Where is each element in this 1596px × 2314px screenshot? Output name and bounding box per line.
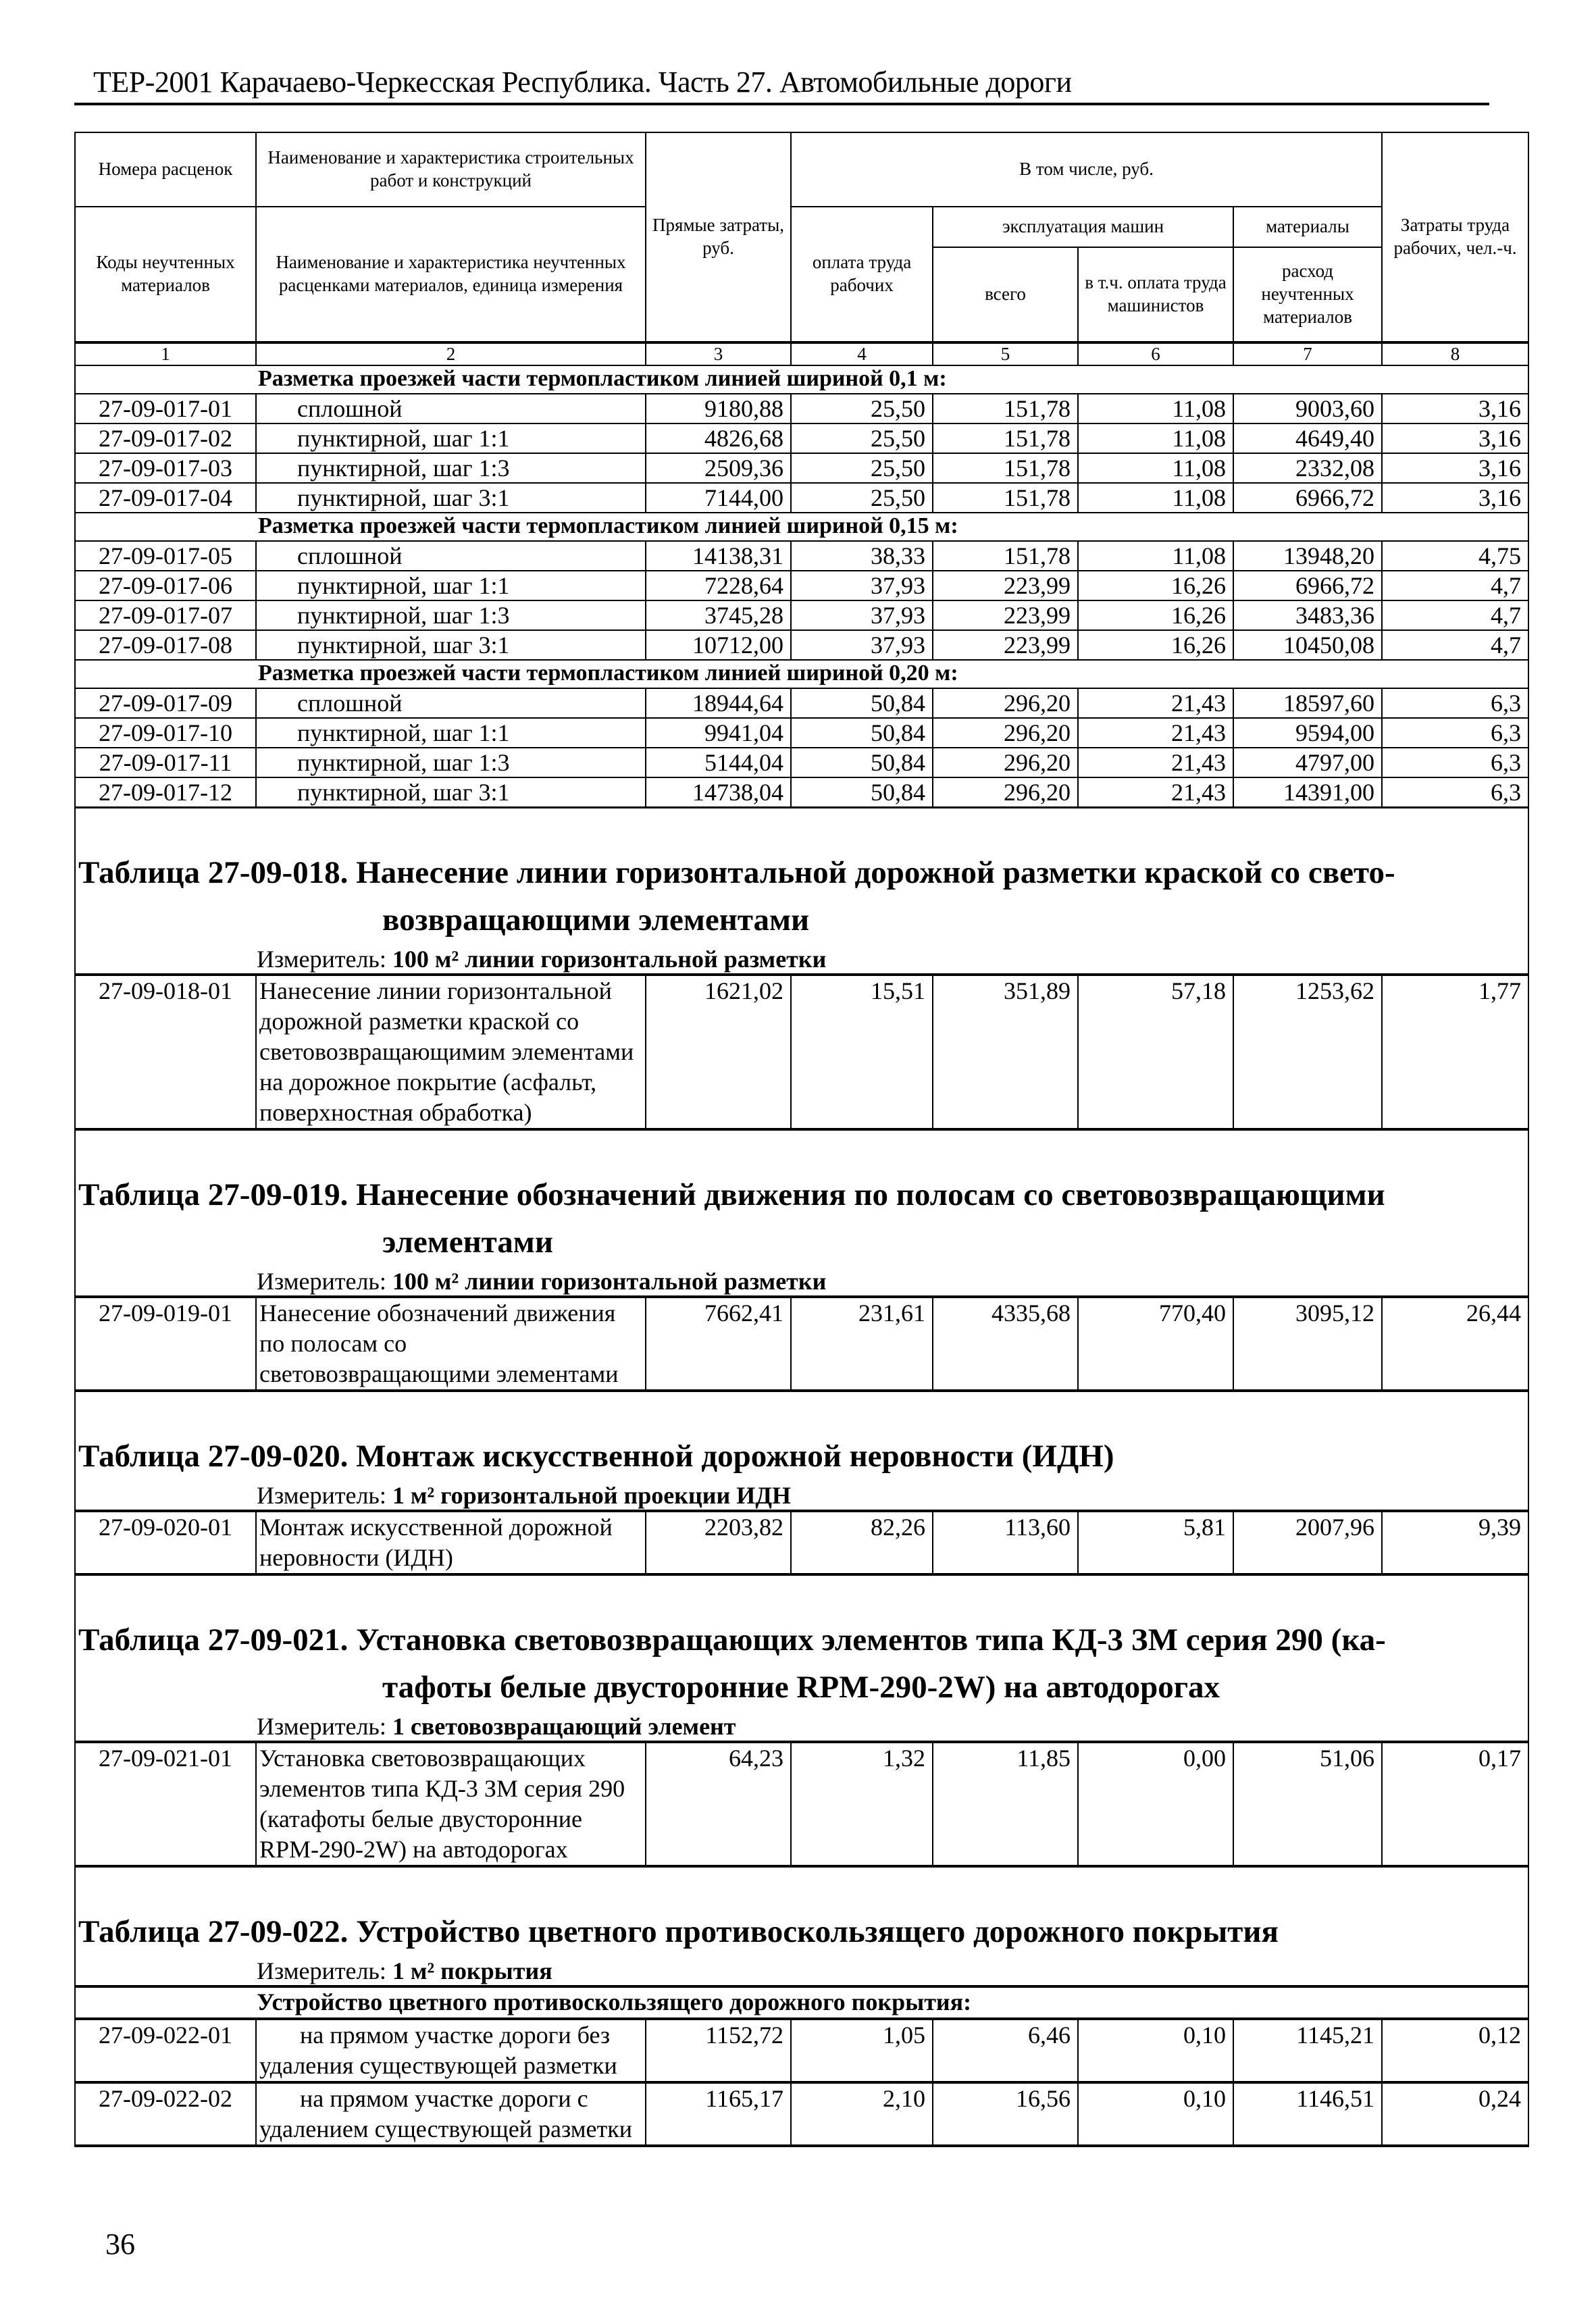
table-row [75, 1511, 1528, 1574]
worker-pay: 50,84 [791, 688, 933, 718]
header-row-1 [75, 132, 1528, 207]
labor-hours: 6,3 [1382, 718, 1528, 748]
labor-hours: 3,16 [1382, 483, 1528, 513]
col-header-unaccounted-materials: расход неучтенных материалов [1233, 247, 1382, 342]
table-title [75, 1171, 1528, 1266]
worker-pay: 25,50 [791, 423, 933, 453]
table-title-line: возвращающими элементами [382, 902, 810, 937]
rate-name: сплошной [256, 394, 646, 423]
rate-name: сплошной [256, 541, 646, 571]
spacer-row [75, 1574, 1528, 1616]
spacer [75, 1866, 1528, 1908]
machines-total: 223,99 [933, 600, 1078, 630]
direct-costs: 14738,04 [646, 777, 791, 808]
col-header-group-including: В том числе, руб. [791, 132, 1382, 207]
worker-pay: 50,84 [791, 777, 933, 808]
operator-pay: 770,40 [1078, 1297, 1233, 1391]
col-header-worker-pay: оплата труда рабочих [791, 207, 933, 342]
machines-total: 296,20 [933, 688, 1078, 718]
machines-total: 151,78 [933, 453, 1078, 483]
rate-code: 27-09-017-12 [75, 777, 256, 808]
col-header-direct-costs: Прямые затраты, руб. [646, 132, 791, 342]
operator-pay: 0,10 [1078, 2082, 1233, 2146]
rate-code: 27-09-017-10 [75, 718, 256, 748]
table-title-line: Таблица 27-09-019. Нанесение обозначений движения по полосам со световозвращающими [78, 1177, 1385, 1212]
table-title-line: Таблица 27-09-018. Нанесение линии горизонтальной дорожной разметки краской со свето- [78, 855, 1395, 890]
col-header-works: Наименование и характеристика строительных работ и конструкций [256, 132, 646, 207]
col-header-material-codes: Коды неучтенных материалов [75, 207, 256, 342]
worker-pay: 2,10 [791, 2082, 933, 2146]
operator-pay: 11,08 [1078, 394, 1233, 423]
rate-code: 27-09-017-06 [75, 571, 256, 600]
worker-pay: 15,51 [791, 975, 933, 1129]
rate-name: пунктирной, шаг 1:1 [256, 718, 646, 748]
rate-name: пунктирной, шаг 1:1 [256, 571, 646, 600]
rate-code: 27-09-021-01 [75, 1742, 256, 1866]
direct-costs: 2203,82 [646, 1511, 791, 1574]
worker-pay: 37,93 [791, 571, 933, 600]
table-title [75, 1908, 1528, 1955]
table-title-line: тафоты белые двусторонние RPM-290-2W) на автодорогах [382, 1670, 1220, 1705]
worker-pay: 25,50 [791, 483, 933, 513]
table-title [75, 1433, 1528, 1480]
col-header-rate-numbers: Номера расценок [75, 132, 256, 207]
labor-hours: 4,7 [1382, 600, 1528, 630]
spacer-row [75, 1866, 1528, 1908]
direct-costs: 1621,02 [646, 975, 791, 1129]
section-title: Разметка проезжей части термопластиком линией шириной 0,1 м: [75, 365, 1528, 394]
operator-pay: 21,43 [1078, 718, 1233, 748]
labor-hours: 3,16 [1382, 453, 1528, 483]
section-title: Разметка проезжей части термопластиком линией шириной 0,15 м: [75, 513, 1528, 541]
materials-cost: 3095,12 [1233, 1297, 1382, 1391]
worker-pay: 50,84 [791, 718, 933, 748]
worker-pay: 82,26 [791, 1511, 933, 1574]
operator-pay: 57,18 [1078, 975, 1233, 1129]
col-header-labor-hours: Затраты труда рабочих, чел.-ч. [1382, 132, 1528, 342]
table-title-row [75, 1908, 1528, 1955]
machines-total: 296,20 [933, 748, 1078, 777]
machines-total: 223,99 [933, 571, 1078, 600]
spacer [75, 1129, 1528, 1171]
labor-hours: 4,7 [1382, 571, 1528, 600]
rate-code: 27-09-017-07 [75, 600, 256, 630]
measure-row [75, 1711, 1528, 1742]
operator-pay: 21,43 [1078, 688, 1233, 718]
materials-cost: 4649,40 [1233, 423, 1382, 453]
table-title-row [75, 1171, 1528, 1266]
table-row [75, 1297, 1528, 1391]
rate-code: 27-09-017-05 [75, 541, 256, 571]
operator-pay: 11,08 [1078, 423, 1233, 453]
operator-pay: 11,08 [1078, 453, 1233, 483]
operator-pay: 21,43 [1078, 748, 1233, 777]
materials-cost: 1145,21 [1233, 2019, 1382, 2082]
operator-pay: 0,00 [1078, 1742, 1233, 1866]
spacer-row [75, 808, 1528, 850]
operator-pay: 16,26 [1078, 571, 1233, 600]
rate-code: 27-09-017-09 [75, 688, 256, 718]
page-header: ТЕР-2001 Карачаево-Черкесская Республика. Часть 27. Автомобильные дороги [93, 66, 1072, 99]
direct-costs: 4826,68 [646, 423, 791, 453]
header-rule [74, 103, 1489, 105]
worker-pay: 25,50 [791, 453, 933, 483]
rate-name: Нанесение линии горизонтальной дорожной разметки краской со световозвращающимим элементами на дорожное покрытие (асфальт, поверхностная обработка) [256, 975, 646, 1129]
direct-costs: 9941,04 [646, 718, 791, 748]
header-row-2 [75, 207, 1528, 247]
worker-pay: 50,84 [791, 748, 933, 777]
table-row [75, 630, 1528, 660]
rate-code: 27-09-017-03 [75, 453, 256, 483]
table-title [75, 849, 1528, 944]
rate-name: пунктирной, шаг 1:3 [256, 748, 646, 777]
direct-costs: 9180,88 [646, 394, 791, 423]
direct-costs: 7662,41 [646, 1297, 791, 1391]
column-number: 3 [646, 342, 791, 365]
column-number: 2 [256, 342, 646, 365]
labor-hours: 3,16 [1382, 394, 1528, 423]
rate-code: 27-09-017-04 [75, 483, 256, 513]
worker-pay: 37,93 [791, 630, 933, 660]
table-title-line: Таблица 27-09-020. Монтаж искусственной дорожной неровности (ИДН) [78, 1439, 1114, 1474]
machines-total: 6,46 [933, 2019, 1078, 2082]
spacer [75, 808, 1528, 850]
rate-code: 27-09-017-01 [75, 394, 256, 423]
direct-costs: 18944,64 [646, 688, 791, 718]
rate-name: на прямом участке дороги с удалением существующей разметки [256, 2082, 646, 2146]
rate-name: Установка световозвращающих элементов типа КД-3 ЗМ серия 290 (катафоты белые двусторонние RPM-290-2W) на автодорогах [256, 1742, 646, 1866]
operator-pay: 16,26 [1078, 600, 1233, 630]
rate-name: пунктирной, шаг 3:1 [256, 777, 646, 808]
rate-name: Нанесение обозначений движения по полосам со световозвращающими элементами [256, 1297, 646, 1391]
materials-cost: 1146,51 [1233, 2082, 1382, 2146]
labor-hours: 26,44 [1382, 1297, 1528, 1391]
labor-hours: 6,3 [1382, 688, 1528, 718]
rate-code: 27-09-017-11 [75, 748, 256, 777]
measure-value: 1 световозвращающий элемент [392, 1713, 736, 1740]
rate-code: 27-09-022-01 [75, 2019, 256, 2082]
table-row [75, 423, 1528, 453]
materials-cost: 2332,08 [1233, 453, 1382, 483]
labor-hours: 6,3 [1382, 748, 1528, 777]
measure-unit [75, 1711, 1528, 1742]
spacer-row [75, 1391, 1528, 1433]
column-number: 1 [75, 342, 256, 365]
materials-cost: 2007,96 [1233, 1511, 1382, 1574]
table-title-row [75, 849, 1528, 944]
rate-name: пунктирной, шаг 3:1 [256, 630, 646, 660]
section-title: Устройство цветного противоскользящего дорожного покрытия: [75, 1986, 1528, 2019]
table-row [75, 777, 1528, 808]
measure-label: Измеритель: [257, 946, 392, 973]
table-title [75, 1616, 1528, 1711]
measure-label: Измеритель: [257, 1713, 392, 1740]
direct-costs: 3745,28 [646, 600, 791, 630]
materials-cost: 4797,00 [1233, 748, 1382, 777]
materials-cost: 18597,60 [1233, 688, 1382, 718]
section-title-row [75, 660, 1528, 688]
labor-hours: 0,24 [1382, 2082, 1528, 2146]
labor-hours: 0,12 [1382, 2019, 1528, 2082]
measure-row [75, 1480, 1528, 1511]
direct-costs: 10712,00 [646, 630, 791, 660]
column-number: 5 [933, 342, 1078, 365]
labor-hours: 4,7 [1382, 630, 1528, 660]
direct-costs: 7228,64 [646, 571, 791, 600]
column-number-row [75, 342, 1528, 365]
worker-pay: 38,33 [791, 541, 933, 571]
table-row [75, 2082, 1528, 2146]
worker-pay: 1,32 [791, 1742, 933, 1866]
operator-pay: 11,08 [1078, 541, 1233, 571]
table-row [75, 394, 1528, 423]
section-title-row [75, 365, 1528, 394]
direct-costs: 1165,17 [646, 2082, 791, 2146]
measure-row [75, 944, 1528, 975]
table-row [75, 718, 1528, 748]
col-header-operator-pay: в т.ч. оплата труда машинистов [1078, 247, 1233, 342]
materials-cost: 9594,00 [1233, 718, 1382, 748]
direct-costs: 5144,04 [646, 748, 791, 777]
table-row [75, 600, 1528, 630]
table-row [75, 541, 1528, 571]
measure-value: 100 м² линии горизонтальной разметки [392, 946, 827, 973]
worker-pay: 231,61 [791, 1297, 933, 1391]
rate-code: 27-09-017-08 [75, 630, 256, 660]
worker-pay: 25,50 [791, 394, 933, 423]
labor-hours: 0,17 [1382, 1742, 1528, 1866]
col-header-materials-desc: Наименование и характеристика неучтенных расценками материалов, единица измерения [256, 207, 646, 342]
materials-cost: 6966,72 [1233, 571, 1382, 600]
rate-code: 27-09-019-01 [75, 1297, 256, 1391]
measure-value: 1 м² горизонтальной проекции ИДН [392, 1482, 792, 1509]
table-row [75, 688, 1528, 718]
measure-unit [75, 1480, 1528, 1511]
table-row [75, 453, 1528, 483]
rate-name: пунктирной, шаг 1:3 [256, 600, 646, 630]
measure-unit [75, 1955, 1528, 1986]
measure-label: Измеритель: [257, 1268, 392, 1295]
section-title: Разметка проезжей части термопластиком линией шириной 0,20 м: [75, 660, 1528, 688]
table-row [75, 483, 1528, 513]
table-title-line: элементами [382, 1225, 553, 1260]
operator-pay: 5,81 [1078, 1511, 1233, 1574]
spacer-row [75, 1129, 1528, 1171]
materials-cost: 3483,36 [1233, 600, 1382, 630]
direct-costs: 2509,36 [646, 453, 791, 483]
spacer [75, 1574, 1528, 1616]
machines-total: 11,85 [933, 1742, 1078, 1866]
table-title-row [75, 1433, 1528, 1480]
column-number: 8 [1382, 342, 1528, 365]
machines-total: 4335,68 [933, 1297, 1078, 1391]
machines-total: 296,20 [933, 777, 1078, 808]
measure-label: Измеритель: [257, 1482, 392, 1509]
materials-cost: 10450,08 [1233, 630, 1382, 660]
rates-table [74, 132, 1529, 2147]
rate-name: пунктирной, шаг 1:1 [256, 423, 646, 453]
table-title-line: Таблица 27-09-021. Установка световозвращающих элементов типа КД-3 ЗМ серия 290 (ка- [78, 1622, 1386, 1657]
direct-costs: 14138,31 [646, 541, 791, 571]
table-row [75, 2019, 1528, 2082]
materials-cost: 14391,00 [1233, 777, 1382, 808]
page-number: 36 [105, 2228, 135, 2261]
measure-value: 100 м² линии горизонтальной разметки [392, 1268, 827, 1295]
column-number: 6 [1078, 342, 1233, 365]
spacer [75, 1391, 1528, 1433]
materials-cost: 9003,60 [1233, 394, 1382, 423]
rate-code: 27-09-018-01 [75, 975, 256, 1129]
rates-table-container [74, 132, 1528, 2147]
section-title-row [75, 513, 1528, 541]
table-row [75, 748, 1528, 777]
operator-pay: 0,10 [1078, 2019, 1233, 2082]
machines-total: 16,56 [933, 2082, 1078, 2146]
materials-cost: 1253,62 [1233, 975, 1382, 1129]
table-title-line: Таблица 27-09-022. Устройство цветного противоскользящего дорожного покрытия [78, 1914, 1279, 1949]
machines-total: 151,78 [933, 541, 1078, 571]
measure-row [75, 1266, 1528, 1297]
rate-name: Монтаж искусственной дорожной неровности (ИДН) [256, 1511, 646, 1574]
col-header-machines-total: всего [933, 247, 1078, 342]
machines-total: 151,78 [933, 423, 1078, 453]
direct-costs: 7144,00 [646, 483, 791, 513]
materials-cost: 13948,20 [1233, 541, 1382, 571]
rate-code: 27-09-020-01 [75, 1511, 256, 1574]
table-row [75, 1742, 1528, 1866]
machines-total: 296,20 [933, 718, 1078, 748]
direct-costs: 1152,72 [646, 2019, 791, 2082]
labor-hours: 4,75 [1382, 541, 1528, 571]
operator-pay: 11,08 [1078, 483, 1233, 513]
rate-code: 27-09-022-02 [75, 2082, 256, 2146]
direct-costs: 64,23 [646, 1742, 791, 1866]
operator-pay: 21,43 [1078, 777, 1233, 808]
machines-total: 151,78 [933, 483, 1078, 513]
rate-name: пунктирной, шаг 3:1 [256, 483, 646, 513]
column-number: 4 [791, 342, 933, 365]
rate-code: 27-09-017-02 [75, 423, 256, 453]
column-number: 7 [1233, 342, 1382, 365]
labor-hours: 1,77 [1382, 975, 1528, 1129]
machines-total: 151,78 [933, 394, 1078, 423]
section-title-row [75, 1986, 1528, 2019]
measure-value: 1 м² покрытия [392, 1957, 552, 1984]
col-header-machines: эксплуатация машин [933, 207, 1233, 247]
measure-row [75, 1955, 1528, 1986]
machines-total: 351,89 [933, 975, 1078, 1129]
machines-total: 223,99 [933, 630, 1078, 660]
table-title-row [75, 1616, 1528, 1711]
rate-name: на прямом участке дороги без удаления существующей разметки [256, 2019, 646, 2082]
measure-label: Измеритель: [257, 1957, 392, 1984]
materials-cost: 51,06 [1233, 1742, 1382, 1866]
operator-pay: 16,26 [1078, 630, 1233, 660]
table-row [75, 571, 1528, 600]
col-header-materials: материалы [1233, 207, 1382, 247]
measure-unit [75, 944, 1528, 975]
worker-pay: 37,93 [791, 600, 933, 630]
labor-hours: 3,16 [1382, 423, 1528, 453]
rate-name: пунктирной, шаг 1:3 [256, 453, 646, 483]
labor-hours: 6,3 [1382, 777, 1528, 808]
measure-unit [75, 1266, 1528, 1297]
materials-cost: 6966,72 [1233, 483, 1382, 513]
labor-hours: 9,39 [1382, 1511, 1528, 1574]
worker-pay: 1,05 [791, 2019, 933, 2082]
machines-total: 113,60 [933, 1511, 1078, 1574]
table-row [75, 975, 1528, 1129]
rate-name: сплошной [256, 688, 646, 718]
